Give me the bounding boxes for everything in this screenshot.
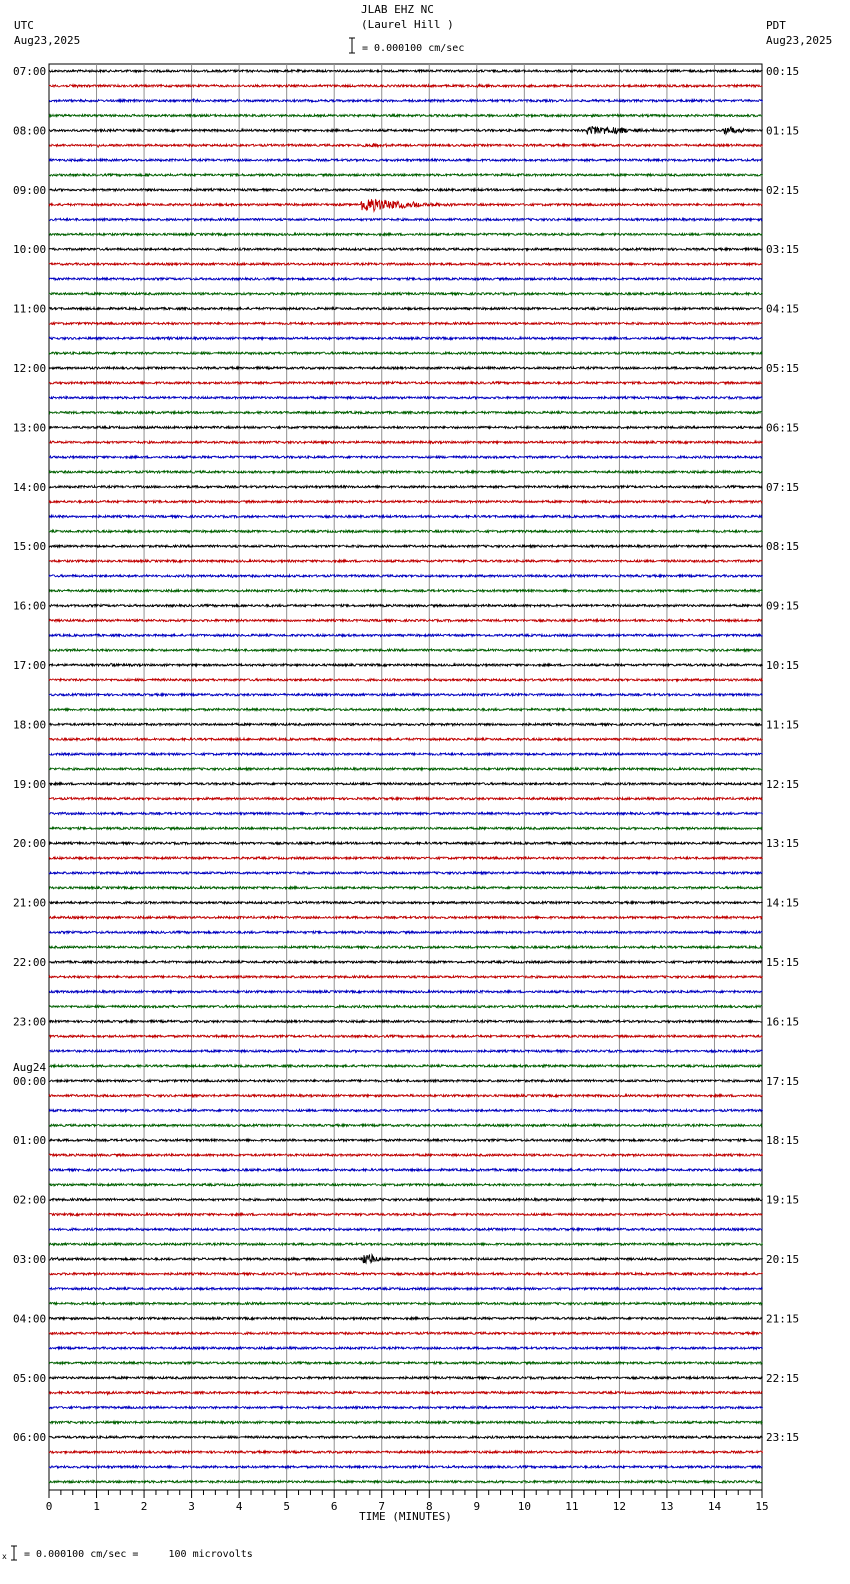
seismic-trace (49, 1124, 763, 1126)
seismic-trace (49, 961, 763, 963)
utc-hour-label: 23:00 (13, 1015, 47, 1029)
seismic-trace (49, 1347, 763, 1349)
utc-hour-label: 05:00 (13, 1371, 47, 1385)
footer-scale-bar (11, 1546, 17, 1560)
pdt-hour-label: 16:15 (766, 1015, 800, 1029)
seismic-trace (49, 1049, 763, 1052)
seismic-trace (49, 248, 763, 250)
seismic-trace (49, 456, 763, 458)
seismic-trace (49, 263, 763, 265)
seismic-trace (49, 352, 763, 354)
x-tick-label: 13 (660, 1500, 674, 1513)
seismic-trace (49, 1317, 763, 1319)
pdt-hour-label: 18:15 (766, 1134, 800, 1148)
seismic-trace (49, 1080, 763, 1082)
seismic-trace (49, 560, 763, 562)
pdt-hour-label: 01:15 (766, 124, 800, 138)
utc-hour-label: 04:00 (13, 1312, 47, 1326)
utc-hour-label: 06:00 (13, 1431, 47, 1445)
utc-hour-label: 21:00 (13, 896, 47, 910)
x-tick-label: 11 (565, 1500, 579, 1513)
pdt-hour-label: 20:15 (766, 1253, 800, 1266)
seismic-trace (49, 1095, 763, 1097)
x-tick-label: 12 (612, 1500, 627, 1513)
utc-hour-label: 10:00 (13, 243, 47, 257)
station-location: (Laurel Hill ) (361, 18, 454, 31)
seismic-trace (49, 605, 763, 607)
seismic-trace (49, 1064, 763, 1067)
seismic-trace (49, 634, 763, 636)
seismic-trace (49, 173, 763, 176)
seismic-trace (49, 991, 763, 993)
seismic-trace (49, 827, 763, 829)
seismic-trace (49, 144, 763, 148)
x-tick-label: 9 (473, 1500, 481, 1513)
seismic-trace (49, 486, 763, 488)
utc-hour-label: 20:00 (13, 837, 47, 851)
pdt-hour-label: 10:15 (766, 659, 800, 672)
seismic-trace (49, 812, 763, 814)
seismic-trace (49, 337, 763, 340)
utc-hour-label: 03:00 (13, 1253, 47, 1266)
seismic-trace (49, 233, 763, 235)
pdt-hour-label: 08:15 (766, 540, 800, 554)
utc-hour-label: 09:00 (13, 183, 47, 197)
seismic-trace (49, 1139, 763, 1141)
seismic-trace (49, 694, 763, 696)
seismic-trace (49, 976, 763, 978)
seismic-trace (49, 1109, 763, 1111)
seismic-trace (49, 798, 763, 800)
seismic-trace (49, 1466, 763, 1468)
utc-hour-label: 22:00 (13, 956, 47, 969)
pdt-hour-label: 11:15 (766, 718, 800, 732)
seismic-trace (49, 1332, 763, 1334)
seismic-trace (49, 1020, 763, 1022)
pdt-hour-label: 09:15 (766, 599, 800, 613)
seismic-trace (49, 426, 763, 428)
seismic-trace (49, 500, 763, 503)
seismic-trace (49, 1451, 763, 1453)
seismic-trace (49, 1199, 763, 1201)
x-tick-label: 1 (93, 1500, 100, 1513)
pdt-hour-label: 23:15 (766, 1431, 800, 1445)
utc-hour-label: 14:00 (13, 480, 47, 494)
seismic-trace (49, 1169, 763, 1171)
pdt-hour-label: 15:15 (766, 956, 800, 969)
pdt-hour-label: 06:15 (766, 421, 800, 435)
seismic-trace (49, 1481, 763, 1483)
seismic-trace (49, 857, 763, 859)
seismic-trace (49, 99, 763, 102)
x-tick-label: 14 (707, 1500, 722, 1513)
seismic-trace (49, 1302, 763, 1304)
utc-hour-label: 08:00 (13, 124, 47, 138)
seismic-trace (49, 441, 763, 443)
seismic-trace (49, 199, 763, 211)
pdt-hour-label: 05:15 (766, 362, 800, 375)
seismic-trace (49, 946, 763, 948)
left-timezone: UTC (14, 19, 34, 32)
seismic-trace (49, 1035, 763, 1037)
seismic-trace (49, 308, 763, 310)
seismic-trace (49, 723, 763, 725)
utc-hour-label: 15:00 (13, 540, 47, 554)
pdt-hour-label: 17:15 (766, 1074, 800, 1088)
utc-hour-label: 11:00 (13, 302, 47, 316)
seismic-trace (49, 1184, 763, 1186)
date-change-label: Aug24 (13, 1061, 47, 1074)
seismic-trace (49, 70, 763, 72)
pdt-hour-label: 22:15 (766, 1371, 800, 1385)
x-tick-label: 8 (425, 1500, 433, 1513)
seismic-trace (49, 397, 763, 399)
seismic-trace (49, 1362, 763, 1364)
seismic-trace (49, 753, 763, 755)
seismic-trace (49, 916, 763, 918)
seismic-trace (49, 887, 763, 889)
seismic-trace (49, 1228, 763, 1230)
seismic-trace (49, 1392, 763, 1395)
seismic-trace (49, 114, 763, 116)
station-title: JLAB EHZ NC (361, 3, 434, 16)
header-scale-bar (349, 38, 355, 53)
x-tick-label: 4 (235, 1500, 243, 1513)
time-axis (46, 1490, 769, 1523)
utc-hour-label: 01:00 (13, 1134, 47, 1148)
utc-hour-label: 13:00 (13, 421, 47, 435)
seismic-trace (49, 1436, 763, 1438)
x-axis-title: TIME (MINUTES) (359, 1510, 452, 1523)
trace-group (49, 70, 763, 1483)
x-tick-label: 15 (755, 1500, 769, 1513)
seismic-trace (49, 902, 763, 904)
utc-hour-label: 12:00 (13, 362, 47, 375)
seismic-trace (49, 738, 763, 740)
seismic-trace (49, 1154, 763, 1156)
pdt-hour-label: 19:15 (766, 1193, 800, 1207)
seismic-trace (49, 530, 763, 532)
utc-hour-label: 02:00 (13, 1193, 47, 1207)
seismic-trace (49, 590, 763, 592)
seismic-trace (49, 367, 763, 369)
pdt-hour-label: 14:15 (766, 896, 800, 910)
seismic-trace (49, 471, 763, 473)
scale-label: = 0.000100 cm/sec (362, 43, 465, 54)
seismic-trace (49, 1005, 763, 1007)
seismic-trace (49, 278, 763, 280)
right-date: Aug23,2025 (766, 34, 833, 47)
seismic-trace (49, 708, 763, 710)
pdt-hour-label: 07:15 (766, 480, 800, 494)
seismic-trace (49, 1377, 763, 1379)
seismic-trace (49, 931, 763, 933)
pdt-hour-label: 13:15 (766, 837, 800, 851)
seismic-trace (49, 575, 763, 578)
seismic-trace (49, 1273, 763, 1275)
pdt-hour-label: 03:15 (766, 243, 800, 257)
seismic-trace (49, 1243, 763, 1245)
seismic-trace (49, 411, 763, 413)
utc-hour-label: 00:00 (13, 1074, 47, 1088)
seismic-trace (49, 1421, 763, 1423)
utc-hour-label: 16:00 (13, 599, 47, 613)
footer-scale-note: = 0.000100 cm/sec = 100 microvolts (24, 1549, 253, 1560)
utc-hour-label: 17:00 (13, 659, 47, 672)
seismic-trace (49, 545, 763, 547)
seismic-trace (49, 127, 763, 135)
pdt-hour-label: 21:15 (766, 1312, 800, 1326)
right-timezone: PDT (766, 19, 786, 32)
utc-hour-label: 07:00 (13, 65, 47, 78)
seismic-trace (49, 189, 763, 191)
seismic-trace (49, 382, 763, 384)
x-tick-label: 2 (140, 1500, 148, 1513)
seismic-trace (49, 515, 763, 517)
seismic-trace (49, 1213, 763, 1215)
seismic-trace (49, 649, 763, 651)
pdt-hour-label: 12:15 (766, 777, 800, 791)
seismic-trace (49, 679, 763, 681)
x-tick-label: 5 (283, 1500, 290, 1513)
x-tick-label: 6 (330, 1500, 338, 1513)
seismic-trace (49, 159, 763, 161)
seismic-trace (49, 322, 763, 324)
seismic-trace (49, 1255, 763, 1264)
pdt-hour-label: 00:15 (766, 65, 800, 78)
pdt-hour-label: 02:15 (766, 183, 800, 197)
utc-hour-label: 18:00 (13, 718, 47, 732)
seismic-trace (49, 293, 763, 295)
x-tick-label: 10 (517, 1500, 531, 1513)
seismic-trace (49, 663, 763, 666)
seismic-trace (49, 1288, 763, 1290)
x-tick-label: 0 (45, 1500, 53, 1513)
seismic-trace (49, 842, 763, 844)
left-date: Aug23,2025 (14, 34, 81, 47)
seismic-trace (49, 768, 763, 770)
seismic-trace (49, 783, 763, 785)
utc-hour-label: 19:00 (13, 777, 47, 791)
seismic-trace (49, 872, 763, 874)
x-tick-label: 3 (188, 1500, 195, 1513)
seismic-trace (49, 1406, 763, 1408)
pdt-hour-label: 04:15 (766, 302, 800, 316)
seismic-trace (49, 619, 763, 621)
seismic-trace (49, 218, 763, 220)
footer-corner-mark: x (2, 1552, 7, 1561)
seismic-trace (49, 85, 763, 88)
x-tick-label: 7 (378, 1500, 386, 1513)
